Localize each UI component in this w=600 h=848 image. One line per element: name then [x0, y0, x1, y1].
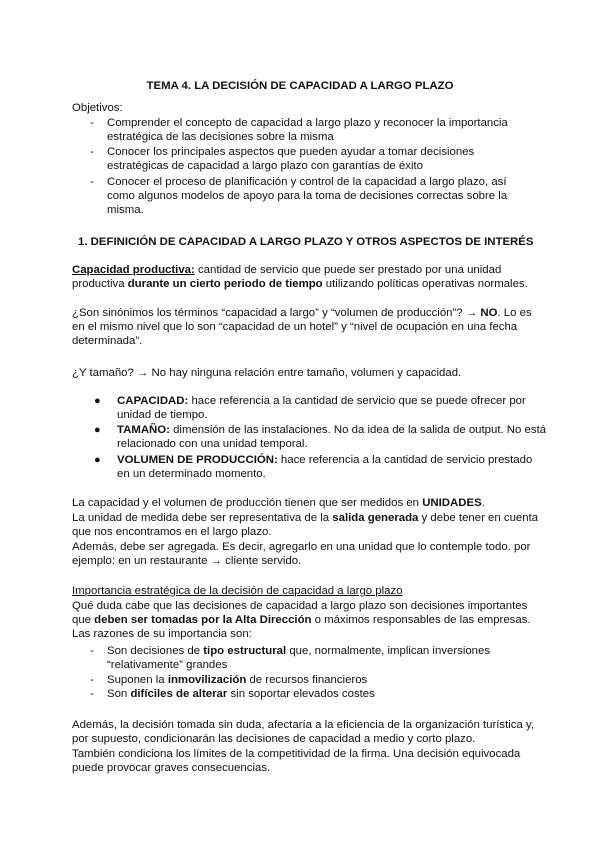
- bullet-marker: ●: [94, 454, 101, 466]
- definition-line: TAMAÑO: dimensión de las instalaciones. No da idea de la salida de output. No está: [117, 424, 547, 436]
- conclusion-line: puede provocar graves consecuencias.: [72, 762, 271, 774]
- definition-line: relacionado con una unidad temporal.: [117, 438, 308, 450]
- bullet-marker: ●: [94, 395, 101, 407]
- capacidad-definition-line: productiva durante un cierto periodo de tiempo utilizando políticas operativas normales.: [72, 278, 528, 290]
- capacidad-term: Capacidad productiva:: [72, 264, 195, 276]
- objetivo-line: Conocer los principales aspectos que pueden ayudar a tomar decisiones: [107, 146, 475, 158]
- objetivos-label: Objetivos:: [72, 102, 123, 114]
- tamano-question: ¿Y tamaño? → No hay ninguna relación entre tamaño, volumen y capacidad.: [72, 367, 462, 379]
- definition-line: CAPACIDAD: hace referencia a la cantidad de servicio que se puede ofrecer por: [117, 395, 526, 407]
- sinonimos-paragraph-line: determinada”.: [72, 335, 143, 347]
- medida-paragraph-line: que nos encontramos en el largo plazo.: [72, 526, 272, 538]
- dash-marker: -: [90, 688, 94, 700]
- medida-paragraph-line: La capacidad y el volumen de producción tienen que ser medidos en UNIDADES.: [72, 497, 485, 509]
- razon-line: “relativamente” grandes: [107, 659, 228, 671]
- objetivo-line: misma.: [107, 204, 144, 216]
- razon-line: Son decisiones de tipo estructural que, normalmente, implican inversiones: [107, 645, 491, 657]
- definition-line: unidad de tiempo.: [117, 409, 208, 421]
- bullet-marker: ●: [94, 424, 101, 436]
- definition-line: VOLUMEN DE PRODUCCIÓN: hace referencia a la cantidad de servicio prestado: [117, 454, 533, 466]
- importancia-paragraph-line: Qué duda cabe que las decisiones de capacidad a largo plazo son decisiones importantes: [72, 600, 528, 612]
- capacidad-definition-line: Capacidad productiva: cantidad de servicio que puede ser prestado por una unidad: [72, 264, 502, 276]
- sinonimos-paragraph-line: en el mismo nivel que lo son “capacidad de un hotel” y “nivel de ocupación en una fecha: [72, 321, 518, 333]
- razon-line: Son difíciles de alterar sin soportar elevados costes: [107, 688, 375, 700]
- objetivo-line: como algunos modelos de apoyo para la toma de decisiones correctas sobre la: [107, 190, 508, 202]
- dash-marker: -: [90, 645, 94, 657]
- definition-line: en un determinado momento.: [117, 468, 266, 480]
- page-title: TEMA 4. LA DECISIÓN DE CAPACIDAD A LARGO PLAZO: [146, 80, 454, 92]
- importancia-paragraph-line: que deben ser tomadas por la Alta Dirección o máximos responsables de las empresas.: [72, 614, 531, 626]
- sinonimos-paragraph-line: ¿Son sinónimos los términos “capacidad a largo” y “volumen de producción”? → NO. Lo es: [72, 307, 532, 319]
- conclusion-line: por supuesto, condicionarán las decisiones de capacidad a medio y corto plazo.: [72, 733, 476, 745]
- importancia-paragraph-line: Las razones de su importancia son:: [72, 628, 252, 640]
- medida-paragraph-line: La unidad de medida debe ser representativa de la salida generada y debe tener en cuenta: [72, 512, 539, 524]
- importancia-heading: Importancia estratégica de la decisión de capacidad a largo plazo: [72, 585, 403, 597]
- conclusion-line: Además, la decisión tomada sin duda, afectaría a la eficiencia de la organización turística y,: [72, 719, 534, 731]
- medida-paragraph-line: Además, debe ser agregada. Es decir, agregarlo en una unidad que lo contemple todo. por: [72, 541, 531, 553]
- section-heading: 1. DEFINICIÓN DE CAPACIDAD A LARGO PLAZO Y OTROS ASPECTOS DE INTERÉS: [78, 236, 534, 248]
- objetivo-line: estratégica de las decisiones sobre la misma: [107, 131, 334, 143]
- conclusion-line: También condiciona los límites de la competitividad de la firma. Una decisión equivocada: [72, 748, 521, 760]
- objetivo-line: Comprender el concepto de capacidad a largo plazo y reconocer la importancia: [107, 117, 508, 129]
- dash-marker: -: [90, 674, 94, 686]
- medida-paragraph-line: ejemplo: en un restaurante → cliente servido.: [72, 555, 302, 567]
- dash-marker: -: [90, 146, 94, 158]
- dash-marker: -: [90, 117, 94, 129]
- razon-line: Suponen la inmovilización de recursos financieros: [107, 674, 368, 686]
- dash-marker: -: [90, 176, 94, 188]
- objetivo-line: estratégicas de capacidad a largo plazo con garantías de éxito: [107, 160, 423, 172]
- objetivo-line: Conocer el proceso de planificación y control de la capacidad a largo plazo, así: [107, 176, 507, 188]
